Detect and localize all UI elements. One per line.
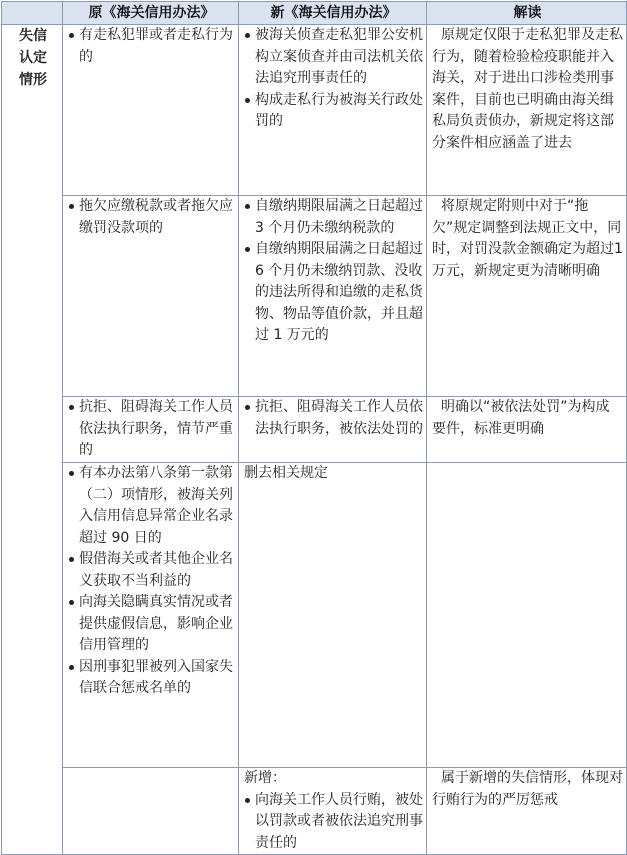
list-item: 向海关隐瞒真实情况或者提供虚假信息，影响企业信用管理的 xyxy=(68,592,235,657)
list-item: 假借海关或者其他企业名义获取不当利益的 xyxy=(68,549,235,592)
new-cell xyxy=(239,25,427,196)
list-item: 因刑事犯罪被列入国家失信联合惩戒名单的 xyxy=(68,657,235,700)
category-cell xyxy=(2,25,63,855)
list-item: 向海关工作人员行贿，被处以罚款或者被依法追究刑事责任的 xyxy=(244,790,423,855)
list-item: 构成走私行为被海关行政处罚的 xyxy=(244,90,423,133)
list-item: 自缴纳期限届满之日起超过 3 个月仍未缴纳税款的 xyxy=(244,196,423,239)
old-cell xyxy=(63,463,239,768)
table-row xyxy=(2,397,627,463)
list-item: 有本办法第八条第一款第（二）项情形，被海关列入信用信息异常企业名录超过 90 日的 xyxy=(68,463,235,549)
table-row xyxy=(2,25,627,196)
list-item: 被海关侦查走私犯罪公安机构立案侦查并由司法机关依法追究刑事责任的 xyxy=(244,25,423,90)
list-item: 拖欠应缴税款或者拖欠应缴罚没款项的 xyxy=(68,196,235,239)
table-row xyxy=(2,196,627,397)
list-item: 抗拒、阻碍海关工作人员依法执行职务，情节严重的 xyxy=(68,397,235,462)
note-cell xyxy=(427,463,627,768)
added-label: 新增： xyxy=(244,770,286,786)
new-cell xyxy=(239,768,427,855)
removed-note: 删去相关规定 xyxy=(244,465,328,481)
note-cell xyxy=(427,768,627,855)
table-row xyxy=(2,463,627,768)
list-item: 自缴纳期限届满之日起超过 6 个月仍未缴纳罚款、没收的违法所得和追缴的走私货物、物品等值价款，并且超过 1 万元的 xyxy=(244,239,423,347)
new-cell xyxy=(239,397,427,463)
new-cell xyxy=(239,196,427,397)
header-new: 新《海关信用办法》 xyxy=(239,2,427,25)
header-interpretation: 解读 xyxy=(427,2,627,25)
old-cell xyxy=(63,196,239,397)
old-cell xyxy=(63,25,239,196)
note-cell xyxy=(427,397,627,463)
header-blank xyxy=(2,2,63,25)
note-text: 属于新增的失信情形，体现对行贿行为的严厉惩戒 xyxy=(432,770,623,808)
list-item: 有走私犯罪或者走私行为的 xyxy=(68,25,235,68)
note-text: 原规定仅限于走私犯罪及走私行为，随着检验检疫职能并入海关，对于进出口涉检类刑事案件，目前也已明确由海关缉私局负责侦办，新规定将这部分案件相应涵盖了进去 xyxy=(432,27,623,151)
old-cell xyxy=(63,768,239,855)
list-item: 抗拒、阻碍海关工作人员依法执行职务，被依法处罚的 xyxy=(244,397,423,440)
table-row xyxy=(2,768,627,855)
comparison-table xyxy=(1,1,627,855)
note-text: 明确以“被依法处罚”为构成要件，标准更明确 xyxy=(432,399,610,437)
category-label: 失信认定情形 xyxy=(18,28,47,88)
old-cell xyxy=(63,397,239,463)
header-old: 原《海关信用办法》 xyxy=(63,2,239,25)
note-text: 将原规定附则中对于“拖欠”规定调整到法规正文中，同时，对罚没款金额确定为超过1万元，新规定更为清晰明确 xyxy=(432,198,623,279)
header-row xyxy=(2,2,627,25)
new-cell xyxy=(239,463,427,768)
note-cell xyxy=(427,196,627,397)
note-cell xyxy=(427,25,627,196)
